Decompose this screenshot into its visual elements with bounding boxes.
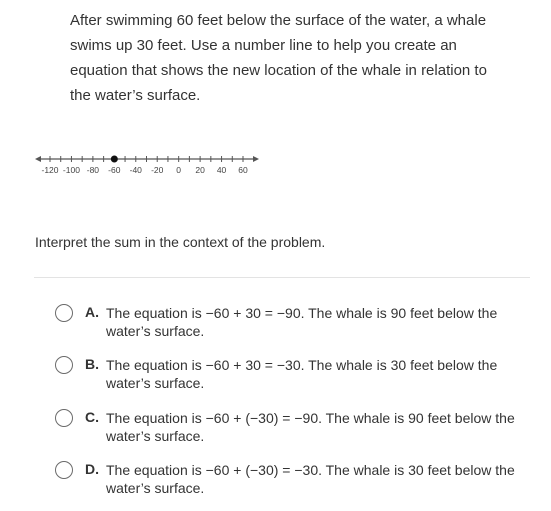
option-b-text: The equation is −60 + 30 = −30. The whale is 30 feet below the water’s surface. xyxy=(106,357,498,391)
option-c-letter: C. xyxy=(85,409,99,425)
tick-label: 20 xyxy=(195,165,205,175)
right-arrow-icon xyxy=(253,156,259,162)
tick-label: -100 xyxy=(62,165,80,175)
tick-label: -60 xyxy=(108,165,121,175)
left-arrow-icon xyxy=(35,156,41,162)
tick-label: 0 xyxy=(176,165,182,175)
tick-label: -80 xyxy=(86,165,100,175)
tick-label: 60 xyxy=(238,165,248,175)
radio-c[interactable] xyxy=(55,409,73,427)
option-d-letter: D. xyxy=(85,461,99,477)
interpret-prompt: Interpret the sum in the context of the problem. xyxy=(35,234,326,250)
option-a-letter: A. xyxy=(85,304,99,320)
divider xyxy=(34,277,530,278)
tick-label: -20 xyxy=(151,165,164,175)
radio-a[interactable] xyxy=(55,304,73,322)
option-c-text: The equation is −60 + (−30) = −90. The whale is 90 feet below the water’s surface. xyxy=(106,410,515,444)
tick-label: -120 xyxy=(41,165,59,175)
tick-label: -40 xyxy=(129,165,142,175)
tick-label: 40 xyxy=(216,165,227,175)
option-a-text: The equation is −60 + 30 = −90. The whale is 90 feet below the water’s surface. xyxy=(106,305,498,339)
question-text: After swimming 60 feet below the surface of the water, a whale swims up 30 feet. Use a number line to help you create an equation that shows the new location of the whale in relation to the water’s surface. xyxy=(70,12,487,104)
number-line xyxy=(34,150,264,180)
option-b-letter: B. xyxy=(85,356,99,372)
number-line-point xyxy=(111,156,118,163)
radio-b[interactable] xyxy=(55,356,73,374)
radio-d[interactable] xyxy=(55,461,73,479)
option-d-text: The equation is −60 + (−30) = −30. The whale is 30 feet below the water’s surface. xyxy=(106,462,515,496)
